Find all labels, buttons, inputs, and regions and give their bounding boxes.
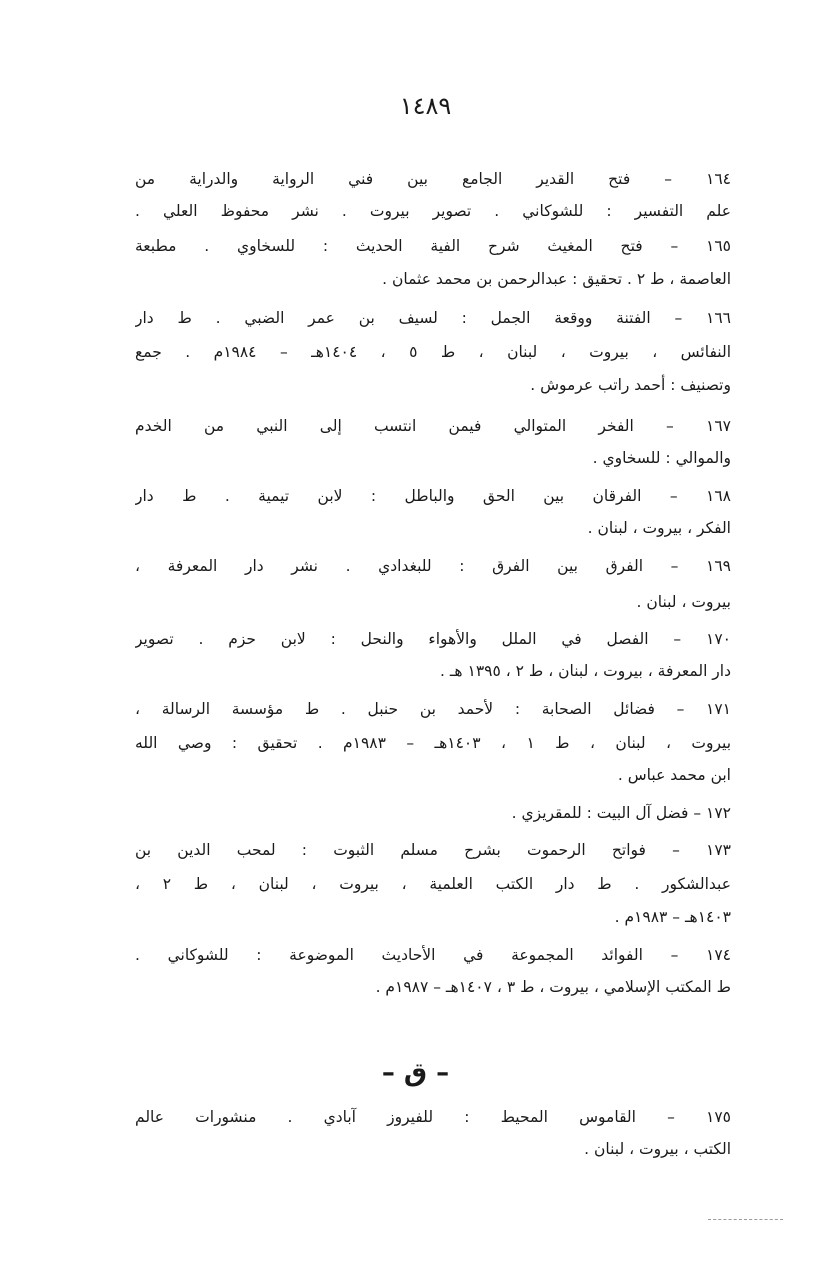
- entry-line: ط المكتب الإسلامي ، بيروت ، ط ٣ ، ١٤٠٧هـ – ١٩٨٧م .: [375, 978, 731, 996]
- entry-line: ١٧٥ – القاموس المحيط : للفيروز آبادي . منشورات عالم: [135, 1108, 731, 1126]
- entry-line: ١٦٤ – فتح القدير الجامع بين فني الرواية والدراية من: [135, 170, 731, 188]
- entry-line: ابن محمد عباس .: [617, 766, 731, 784]
- entry-line: وتصنيف : أحمد راتب عرموش .: [530, 376, 731, 394]
- entry-line: الكتب ، بيروت ، لبنان .: [584, 1140, 731, 1158]
- entry-line: ١٦٧ – الفخر المتوالي فيمن انتسب إلى النبي من الخدم: [135, 417, 731, 435]
- entry-line: ١٦٦ – الفتنة ووقعة الجمل : لسيف بن عمر الضبي . ط دار: [135, 309, 731, 327]
- entry-line: ١٦٥ – فتح المغيث شرح الفية الحديث : للسخاوي . مطبعة: [135, 237, 731, 255]
- entry-line: ١٦٩ – الفرق بين الفرق : للبغدادي . نشر دار المعرفة ،: [135, 557, 731, 575]
- entry-line: بيروت ، لبنان ، ط ١ ، ١٤٠٣هـ – ١٩٨٣م . تحقيق : وصي الله: [135, 734, 731, 752]
- entry-line: ١٧٤ – الفوائد المجموعة في الأحاديث الموضوعة : للشوكاني .: [135, 946, 731, 964]
- entry-line: دار المعرفة ، بيروت ، لبنان ، ط ٢ ، ١٣٩٥ هـ .: [440, 662, 731, 680]
- entry-line: النفائس ، بيروت ، لبنان ، ط ٥ ، ١٤٠٤هـ – ١٩٨٤م . جمع: [135, 343, 731, 361]
- entry-line: العاصمة ، ط ٢ . تحقيق : عبدالرحمن بن محمد عثمان .: [382, 270, 731, 288]
- entry-line: الفكر ، بيروت ، لبنان .: [587, 519, 731, 537]
- entry-line: ١٤٠٣هـ – ١٩٨٣م .: [614, 908, 731, 926]
- entry-line: ١٧٠ – الفصل في الملل والأهواء والنحل : لابن حزم . تصوير: [135, 630, 731, 648]
- scan-artifact-divider: [708, 1219, 783, 1220]
- section-heading: – ق –: [381, 1058, 450, 1088]
- entry-line: ١٦٨ – الفرقان بين الحق والباطل : لابن تيمية . ط دار: [135, 487, 731, 505]
- entry-line: عبدالشكور . ط دار الكتب العلمية ، بيروت ، لبنان ، ط ٢ ،: [135, 875, 731, 893]
- entry-line: ١٧٣ – فواتح الرحموت بشرح مسلم الثبوت : لمحب الدين بن: [135, 841, 731, 859]
- entry-line: ١٧٢ – فضل آل البيت : للمقريزي .: [511, 804, 731, 822]
- entry-line: والموالي : للسخاوي .: [592, 449, 731, 467]
- entry-line: ١٧١ – فضائل الصحابة : لأحمد بن حنبل . ط مؤسسة الرسالة ،: [135, 700, 731, 718]
- entry-line: علم التفسير : للشوكاني . تصوير بيروت . نشر محفوظ العلي .: [135, 202, 731, 220]
- entry-line: بيروت ، لبنان .: [636, 593, 731, 611]
- page-number: ١٤٨٩: [399, 92, 452, 120]
